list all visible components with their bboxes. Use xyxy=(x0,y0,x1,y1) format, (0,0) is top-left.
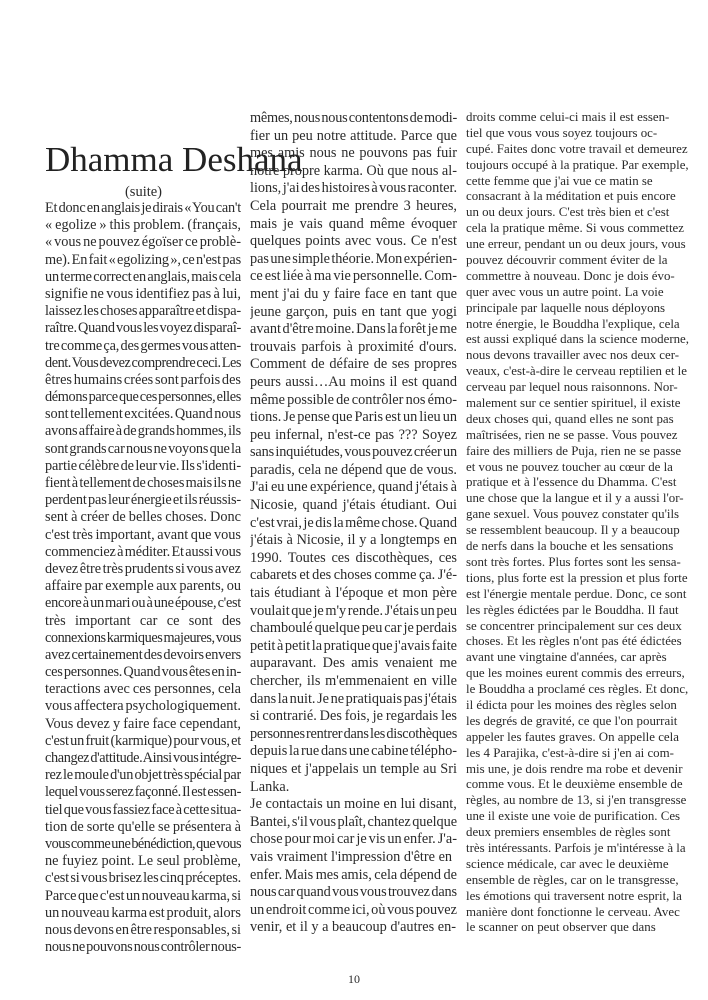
text-line: paradis, cela ne dépend que de vous. xyxy=(250,461,457,478)
text-line: pouvez découvrir comment éviter de la xyxy=(466,253,668,268)
text-line: quer avec vous un autre point. La voie xyxy=(466,284,664,299)
text-line: commenciez à méditer. Et aussi vous xyxy=(45,543,241,560)
text-line: une chose que la langue et il y a aussi l'or- xyxy=(466,491,684,506)
text-line: Bantei, s'il vous plaît, chantez quelque xyxy=(250,813,457,830)
text-line: fier un peu notre attitude. Parce que xyxy=(250,127,457,144)
text-line: si contrarié. Des fois, je regardais les xyxy=(250,708,457,725)
text-line: j'étais à Nicosie, il y a longtemps en xyxy=(250,532,457,549)
text-line: trouvais parfois à proximité d'ours. xyxy=(250,338,457,355)
text-line: deux choses qui, quand elles ne sont pas xyxy=(466,411,674,426)
text-line: de nerfs dans la bouche et les sensations xyxy=(466,539,674,554)
text-line: chamboulé quelque peu car je perdais xyxy=(250,620,457,637)
text-line: sans inquiétudes, vous pouvez créer un xyxy=(250,444,457,461)
text-line: règles, au nombre de 13, si j'en transgresse xyxy=(466,793,687,808)
text-line: démons parce que ces personnes, elles xyxy=(45,389,241,406)
text-line: se concentrer principalement sur ces deux xyxy=(466,618,682,633)
text-line: c'est vrai, je dis la même chose. Quand xyxy=(250,514,457,531)
text-line: nous devons travailler avec nos deux cer- xyxy=(466,348,680,363)
text-line: « egolize » this problem. (français, xyxy=(45,217,241,234)
text-line: une il existe une voie de purification. Ces xyxy=(466,809,681,824)
text-line: cela la pratique même. Si vous commettez xyxy=(466,221,684,236)
text-line: un ou deux jours. C'est très bien et c'est xyxy=(466,205,670,220)
text-line: Cela pourrait me prendre 3 heures, xyxy=(250,197,457,214)
text-line: jeune garçon, puis en tant que yogi xyxy=(250,303,457,320)
text-line: pratique et à l'essence du Dhamma. C'est xyxy=(466,475,677,490)
text-line: c'est un fruit (karmique) pour vous, et xyxy=(45,732,241,749)
text-line: avant d'être moine. Dans la forêt je me xyxy=(250,321,457,338)
text-line: perdent pas leur énergie et ils réussis- xyxy=(45,492,241,509)
text-line: les degrés de gravité, ce que l'on pourrait xyxy=(466,713,678,728)
text-line: une erreur, pendant un ou deux jours, vous xyxy=(466,237,686,252)
text-line: personnes rentrer dans les discothèques xyxy=(250,725,457,742)
text-line: très intéressants. Parfois je m'intéresse à la xyxy=(466,840,686,855)
text-line: signifie ne vous identifiez pas à lui, xyxy=(45,285,241,302)
text-line: vous comme une bénédiction, que vous xyxy=(45,835,241,852)
text-line: venir, et il y a beaucoup d'autres en- xyxy=(250,919,457,936)
text-line: Et donc en anglais je dirais « You can't xyxy=(45,200,241,216)
text-line: ment j'ai du y faire face en tant que xyxy=(250,285,457,302)
text-column-2 xyxy=(250,110,457,937)
text-line: sont très fortes. Plus fortes sont les sensa- xyxy=(466,554,681,569)
text-line: avons affaire à de grands hommes, ils xyxy=(45,423,241,440)
text-line: très important car ce sont des xyxy=(45,612,241,629)
text-line: raître. Quand vous les voyez disparaî- xyxy=(45,320,241,337)
text-line: choses. Et les règles n'ont pas été édictées xyxy=(466,634,682,649)
text-line: est aussi expliqué dans la science moderne, xyxy=(466,332,690,347)
text-line: mis une, je dois rendre ma robe et devenir xyxy=(466,761,683,776)
text-line: ces personnes. Quand vous êtes en in- xyxy=(45,664,241,681)
text-line: tions. Je pense que Paris est un lieu un xyxy=(250,409,457,426)
text-line: devez être très prudents si vous avez xyxy=(45,560,241,577)
text-line: tre comme ça, des germes vous atten- xyxy=(45,337,241,354)
text-line: le Bouddha a proclamé ces règles. Et donc, xyxy=(466,682,689,697)
text-line: un terme correct en anglais, mais cela xyxy=(45,268,241,285)
text-line: les règles édictées par le Bouddha. Il faut xyxy=(466,602,679,617)
text-line: droits comme celui-ci mais il est essen- xyxy=(466,110,670,124)
text-line: changez d'attitude. Ainsi vous intégre- xyxy=(45,750,241,766)
text-line: science médicale, car avec le deuxième xyxy=(466,856,669,871)
article-title: Dhamma Deshana xyxy=(45,140,303,179)
text-line: tais étudiant à l'époque et mon père xyxy=(250,585,457,602)
text-column-1 xyxy=(45,200,241,956)
text-line: il édicta pour les moines des règles selon xyxy=(466,697,677,712)
text-line: c'est si vous brisez les cinq préceptes. xyxy=(45,870,241,887)
text-line: auparavant. Des amis venaient me xyxy=(250,655,457,672)
text-line: quelques points avec vous. Ce n'est xyxy=(250,233,457,250)
text-line: même possible de contrôler nos émo- xyxy=(250,391,457,408)
article-subtitle: (suite) xyxy=(124,184,163,200)
text-line: sont tellement excitées. Quand nous xyxy=(45,406,241,423)
text-line: c'est très important, avant que vous xyxy=(45,526,241,543)
text-line: affaire par exemple aux parents, ou xyxy=(45,578,241,595)
text-line: tiel que vous fassiez face à cette situa- xyxy=(45,801,241,818)
text-line: cette femme que j'ai vue ce matin se xyxy=(466,173,653,188)
text-line: appeler les fautes graves. On appelle cela xyxy=(466,729,679,744)
text-line: Je contactais un moine en lui disant, xyxy=(250,796,457,813)
text-line: sont grands car nous ne voyons que la xyxy=(45,440,241,457)
text-line: notre énergie, le Bouddha l'explique, cela xyxy=(466,316,680,331)
text-line: mes amis nous ne pouvons pas fuir xyxy=(250,145,457,162)
text-column-3 xyxy=(466,110,692,936)
text-line: peu infernal, n'est-ce pas ??? Soyez xyxy=(250,426,457,443)
text-line: encore à un mari ou à une épouse, c'est xyxy=(45,595,241,612)
text-line: manière dont fonctionne le cerveau. Avec xyxy=(466,904,680,919)
text-line: toujours occupé à la pratique. Par exemple, xyxy=(466,157,689,172)
text-line: mais je vais quand même évoquer xyxy=(250,215,457,232)
text-line: cabarets et des choses comme ça. J'é- xyxy=(250,567,457,584)
text-line: gane sexuel. Vous pouvez constater qu'ils xyxy=(466,507,680,522)
text-line: les émotions qui traversent notre esprit, la xyxy=(466,888,682,903)
text-line: que les moines eurent commis des erreurs, xyxy=(466,666,685,681)
page-number: 10 xyxy=(348,972,360,986)
text-line: avez certainement des devoirs envers xyxy=(45,646,241,663)
text-line: Comment de défaire de ses propres xyxy=(250,356,457,373)
text-line: Parce que c'est un nouveau karma, si xyxy=(45,887,241,904)
text-line: sent à créer de belles choses. Donc xyxy=(45,509,241,526)
text-line: laissez les choses apparaître et dispa- xyxy=(45,303,241,320)
text-line: se ressemblent beaucoup. Il y a beaucoup xyxy=(466,523,680,538)
text-line: peurs aussi…Au moins il est quand xyxy=(250,373,457,390)
text-line: un endroit comme ici, où vous pouvez xyxy=(250,901,457,918)
text-line: lions, j'ai des histoires à vous raconter. xyxy=(250,180,457,197)
text-line: tion de sorte qu'elle se présentera à xyxy=(45,818,241,835)
text-line: chose pour moi car je vis un enfer. J'a- xyxy=(250,831,457,848)
text-line: est l'énergie mentale perdue. Donc, ce sont xyxy=(466,586,687,601)
text-line: cupé. Faites donc votre travail et demeurez xyxy=(466,141,688,156)
text-line: teractions avec ces personnes, cela xyxy=(45,681,241,698)
text-line: lequel vous serez façonné. Il est essen- xyxy=(45,784,241,801)
text-line: et vous ne pouvez toucher au cœur de la xyxy=(466,459,673,474)
text-line: chercher, ils m'emmenaient en ville xyxy=(250,673,457,689)
text-line: dent. Vous devez comprendre ceci. Les xyxy=(45,354,241,371)
text-line: « vous ne pouvez égoïser ce problè- xyxy=(45,234,241,251)
text-line: fient à tellement de choses mais ils ne xyxy=(45,475,241,491)
text-line: veaux, c'est-à-dire le cerveau reptilien et le xyxy=(466,364,687,379)
text-line: cerveau par lequel nous raisonnons. Nor- xyxy=(466,380,678,395)
text-line: un nouveau karma est produit, alors xyxy=(45,904,241,921)
text-line: deux premiers ensembles de règles sont xyxy=(466,825,671,840)
text-line: ne fuyiez point. Le seul problème, xyxy=(45,853,241,870)
text-line: voulait que je m'y rende. J'étais un peu xyxy=(250,602,457,619)
text-line: partie célèbre de leur vie. Ils s'identi- xyxy=(45,457,241,474)
text-line: le scanner on peut observer que dans xyxy=(466,920,656,935)
text-line: me). En fait « egolizing », ce n'est pas xyxy=(45,251,241,268)
text-line: vais vraiment l'impression d'être en xyxy=(250,848,453,865)
text-line: tiel que vous vous soyez toujours oc- xyxy=(466,125,658,140)
text-line: nous car quand vous vous trouvez dans xyxy=(250,884,457,901)
text-line: avant une vingtaine d'années, car après xyxy=(466,650,667,665)
text-line: rez le moule d'un objet très spécial par xyxy=(45,767,241,784)
text-line: êtres humains crées sont parfois des xyxy=(45,371,241,388)
text-line: faire des milliers de Puja, rien ne se passe xyxy=(466,443,682,458)
text-line: comme vous. Et le deuxième ensemble de xyxy=(466,777,683,792)
text-line: nous devons en être responsables, si xyxy=(45,921,241,938)
text-line: vous affectera psychologiquement. xyxy=(45,698,241,715)
text-line: ce est liée à ma vie personnelle. Com- xyxy=(250,268,457,285)
text-line: enfer. Mais mes amis, cela dépend de xyxy=(250,866,457,883)
text-line: notre propre karma. Où que nous al- xyxy=(250,162,457,179)
text-line: connexions karmiques majeures, vous xyxy=(45,629,241,646)
text-line: consacrant à la méditation et puis encore xyxy=(466,189,676,204)
text-line: mêmes, nous nous contentons de modi- xyxy=(250,110,457,126)
text-line: Nicosie, quand j'étais étudiant. Oui xyxy=(250,497,457,514)
text-line: tions, plus forte est la pression et plus forte xyxy=(466,570,688,585)
text-line: Lanka. xyxy=(250,778,290,795)
text-line: J'ai eu une expérience, quand j'étais à xyxy=(250,479,457,496)
text-line: nous ne pouvons nous contrôler nous- xyxy=(45,939,241,956)
text-line: principale par laquelle nous déployons xyxy=(466,300,666,315)
text-line: 1990. Toutes ces discothèques, ces xyxy=(250,549,457,566)
text-line: petit à petit la pratique que j'avais faite xyxy=(250,637,457,654)
text-line: Vous devez y faire face cependant, xyxy=(45,715,241,732)
text-line: maîtrisées, rien ne se passe. Vous pouvez xyxy=(466,427,678,442)
text-line: ensemble de règles, car on le transgresse, xyxy=(466,872,679,887)
text-line: les 4 Parajika, c'est-à-dire si j'en ai com- xyxy=(466,745,674,760)
text-line: malement sur ce sentier spirituel, il existe xyxy=(466,396,681,411)
text-line: dans la nuit. Je ne pratiquais pas j'étais xyxy=(250,690,457,707)
text-line: niques et j'appelais un temple au Sri xyxy=(250,760,457,777)
text-line: commettre à nouveau. Donc je dois évo- xyxy=(466,268,675,283)
text-line: depuis la rue dans une cabine télépho- xyxy=(250,743,457,760)
text-line: pas une simple théorie. Mon expérien- xyxy=(250,250,457,267)
